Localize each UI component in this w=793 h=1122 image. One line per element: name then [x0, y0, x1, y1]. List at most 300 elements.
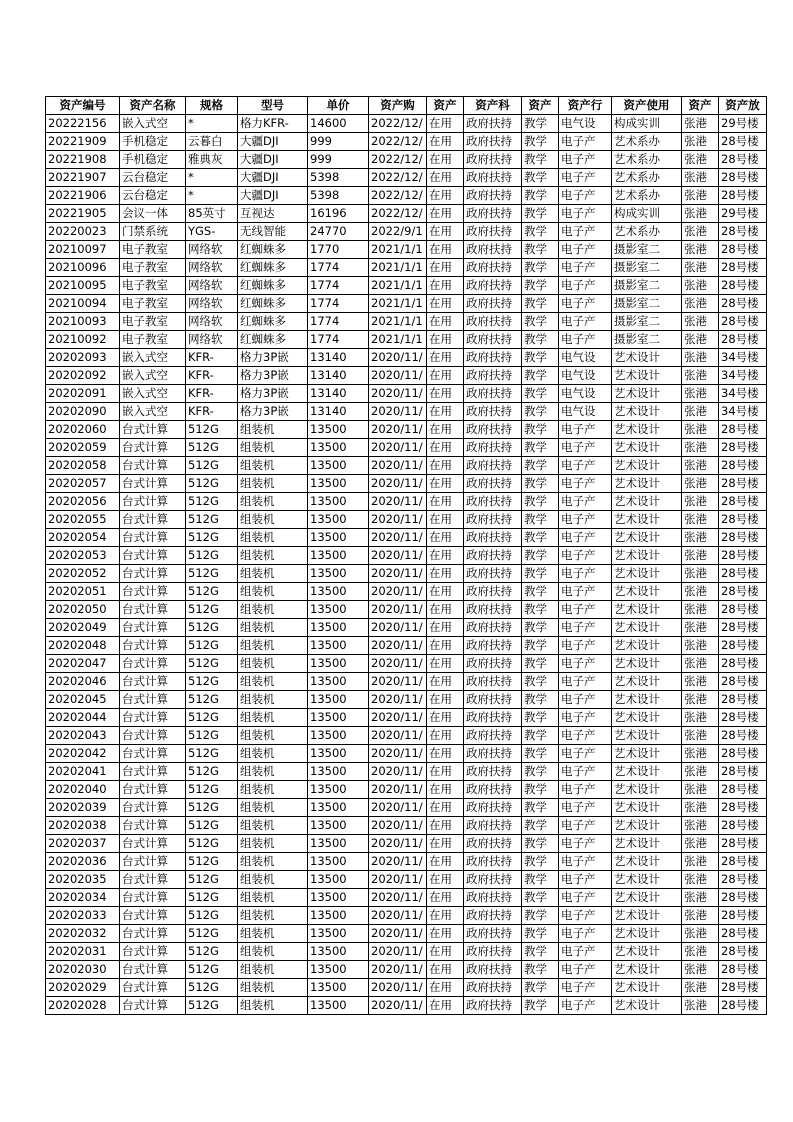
cell-status: 在用	[427, 799, 464, 817]
cell-location: 28号楼	[719, 313, 767, 331]
cell-purchase-date: 2022/12/	[369, 169, 427, 187]
cell-location: 28号楼	[719, 655, 767, 673]
cell-location: 28号楼	[719, 493, 767, 511]
cell-asset-id: 20202053	[46, 547, 120, 565]
cell-status: 在用	[427, 367, 464, 385]
cell-user-dept: 艺术设计	[612, 673, 682, 691]
cell-unit-price: 13500	[308, 817, 369, 835]
cell-spec: *	[186, 187, 238, 205]
cell-funding-source: 政府扶持	[464, 385, 522, 403]
cell-user-dept: 艺术设计	[612, 403, 682, 421]
asset-table-container	[45, 96, 767, 1015]
cell-usage: 教学	[522, 151, 559, 169]
cell-spec: 网络软	[186, 331, 238, 349]
table-row	[46, 511, 767, 529]
cell-unit-price: 1774	[308, 277, 369, 295]
cell-purchase-date: 2022/12/	[369, 151, 427, 169]
cell-location: 28号楼	[719, 529, 767, 547]
cell-model: 组装机	[238, 889, 308, 907]
cell-unit-price: 13500	[308, 997, 369, 1015]
cell-funding-source: 政府扶持	[464, 457, 522, 475]
cell-funding-source: 政府扶持	[464, 943, 522, 961]
header-user-dept: 资产使用	[612, 97, 682, 115]
cell-user-dept: 艺术设计	[612, 907, 682, 925]
cell-purchase-date: 2022/12/	[369, 115, 427, 133]
cell-funding-source: 政府扶持	[464, 439, 522, 457]
cell-funding-source: 政府扶持	[464, 223, 522, 241]
cell-unit-price: 13500	[308, 655, 369, 673]
cell-asset-id: 20222156	[46, 115, 120, 133]
cell-campus: 张港	[682, 853, 719, 871]
cell-usage: 教学	[522, 385, 559, 403]
cell-asset-name: 台式计算	[120, 925, 186, 943]
cell-purchase-date: 2020/11/	[369, 385, 427, 403]
cell-purchase-date: 2020/11/	[369, 799, 427, 817]
cell-user-dept: 艺术设计	[612, 871, 682, 889]
cell-asset-id: 20202050	[46, 601, 120, 619]
cell-unit-price: 13500	[308, 745, 369, 763]
cell-purchase-date: 2020/11/	[369, 529, 427, 547]
cell-user-dept: 艺术设计	[612, 943, 682, 961]
cell-model: 红蜘蛛多	[238, 331, 308, 349]
cell-spec: KFR-	[186, 385, 238, 403]
cell-funding-source: 政府扶持	[464, 331, 522, 349]
cell-unit-price: 16196	[308, 205, 369, 223]
cell-asset-name: 台式计算	[120, 493, 186, 511]
cell-funding-source: 政府扶持	[464, 493, 522, 511]
cell-purchase-date: 2020/11/	[369, 439, 427, 457]
cell-status: 在用	[427, 313, 464, 331]
table-row	[46, 745, 767, 763]
cell-campus: 张港	[682, 277, 719, 295]
cell-asset-id: 20210097	[46, 241, 120, 259]
cell-model: 组装机	[238, 745, 308, 763]
cell-asset-name: 台式计算	[120, 763, 186, 781]
cell-usage: 教学	[522, 511, 559, 529]
cell-campus: 张港	[682, 493, 719, 511]
cell-asset-id: 20202037	[46, 835, 120, 853]
table-row	[46, 439, 767, 457]
cell-model: 大疆DJI	[238, 169, 308, 187]
cell-unit-price: 13500	[308, 943, 369, 961]
cell-model: 互视达	[238, 205, 308, 223]
cell-category: 电子产	[559, 151, 612, 169]
cell-status: 在用	[427, 133, 464, 151]
cell-campus: 张港	[682, 205, 719, 223]
cell-usage: 教学	[522, 979, 559, 997]
cell-model: 组装机	[238, 457, 308, 475]
cell-funding-source: 政府扶持	[464, 367, 522, 385]
cell-model: 组装机	[238, 727, 308, 745]
cell-location: 28号楼	[719, 907, 767, 925]
table-row	[46, 475, 767, 493]
cell-status: 在用	[427, 475, 464, 493]
cell-model: 组装机	[238, 907, 308, 925]
cell-funding-source: 政府扶持	[464, 925, 522, 943]
cell-user-dept: 艺术设计	[612, 637, 682, 655]
cell-location: 28号楼	[719, 511, 767, 529]
cell-user-dept: 艺术设计	[612, 727, 682, 745]
cell-unit-price: 13500	[308, 961, 369, 979]
table-row	[46, 583, 767, 601]
cell-asset-name: 台式计算	[120, 583, 186, 601]
cell-asset-id: 20202049	[46, 619, 120, 637]
cell-spec: 512G	[186, 457, 238, 475]
cell-status: 在用	[427, 547, 464, 565]
cell-campus: 张港	[682, 133, 719, 151]
cell-status: 在用	[427, 169, 464, 187]
table-row	[46, 457, 767, 475]
cell-location: 28号楼	[719, 241, 767, 259]
cell-usage: 教学	[522, 601, 559, 619]
cell-purchase-date: 2020/11/	[369, 979, 427, 997]
cell-location: 28号楼	[719, 691, 767, 709]
cell-spec: 512G	[186, 421, 238, 439]
header-asset-id: 资产编号	[46, 97, 120, 115]
cell-unit-price: 13500	[308, 925, 369, 943]
cell-model: 组装机	[238, 799, 308, 817]
cell-asset-id: 20202032	[46, 925, 120, 943]
cell-unit-price: 999	[308, 133, 369, 151]
cell-asset-name: 台式计算	[120, 745, 186, 763]
cell-purchase-date: 2020/11/	[369, 673, 427, 691]
cell-status: 在用	[427, 583, 464, 601]
cell-campus: 张港	[682, 637, 719, 655]
cell-spec: KFR-	[186, 403, 238, 421]
cell-unit-price: 13500	[308, 691, 369, 709]
cell-asset-id: 20202035	[46, 871, 120, 889]
cell-user-dept: 摄影室二	[612, 313, 682, 331]
cell-category: 电气设	[559, 367, 612, 385]
header-category: 资产行	[559, 97, 612, 115]
cell-campus: 张港	[682, 223, 719, 241]
cell-asset-id: 20221905	[46, 205, 120, 223]
cell-purchase-date: 2022/9/1	[369, 223, 427, 241]
cell-asset-name: 台式计算	[120, 961, 186, 979]
cell-location: 28号楼	[719, 439, 767, 457]
cell-category: 电气设	[559, 385, 612, 403]
cell-funding-source: 政府扶持	[464, 907, 522, 925]
cell-status: 在用	[427, 637, 464, 655]
cell-asset-id: 20202033	[46, 907, 120, 925]
table-row	[46, 763, 767, 781]
cell-unit-price: 13500	[308, 529, 369, 547]
cell-usage: 教学	[522, 709, 559, 727]
cell-usage: 教学	[522, 457, 559, 475]
cell-asset-name: 台式计算	[120, 727, 186, 745]
cell-model: 组装机	[238, 709, 308, 727]
cell-unit-price: 13500	[308, 763, 369, 781]
table-row	[46, 637, 767, 655]
cell-asset-id: 20202046	[46, 673, 120, 691]
cell-location: 34号楼	[719, 367, 767, 385]
cell-campus: 张港	[682, 835, 719, 853]
cell-status: 在用	[427, 871, 464, 889]
cell-category: 电子产	[559, 745, 612, 763]
cell-category: 电子产	[559, 511, 612, 529]
table-row	[46, 547, 767, 565]
cell-spec: 网络软	[186, 259, 238, 277]
cell-usage: 教学	[522, 133, 559, 151]
cell-model: 组装机	[238, 547, 308, 565]
cell-category: 电气设	[559, 349, 612, 367]
cell-spec: KFR-	[186, 349, 238, 367]
cell-usage: 教学	[522, 835, 559, 853]
cell-unit-price: 13500	[308, 673, 369, 691]
cell-location: 28号楼	[719, 601, 767, 619]
cell-category: 电子产	[559, 925, 612, 943]
table-row	[46, 799, 767, 817]
cell-location: 28号楼	[719, 565, 767, 583]
table-row	[46, 241, 767, 259]
cell-asset-name: 台式计算	[120, 655, 186, 673]
table-row	[46, 997, 767, 1015]
cell-asset-name: 台式计算	[120, 709, 186, 727]
cell-funding-source: 政府扶持	[464, 781, 522, 799]
cell-category: 电子产	[559, 673, 612, 691]
cell-usage: 教学	[522, 295, 559, 313]
cell-spec: 512G	[186, 439, 238, 457]
cell-asset-name: 电子教室	[120, 331, 186, 349]
cell-location: 28号楼	[719, 223, 767, 241]
cell-user-dept: 艺术系办	[612, 187, 682, 205]
cell-status: 在用	[427, 979, 464, 997]
cell-user-dept: 艺术设计	[612, 565, 682, 583]
cell-status: 在用	[427, 493, 464, 511]
cell-campus: 张港	[682, 367, 719, 385]
cell-category: 电子产	[559, 853, 612, 871]
cell-asset-name: 云台稳定	[120, 169, 186, 187]
cell-asset-name: 嵌入式空	[120, 349, 186, 367]
cell-location: 28号楼	[719, 187, 767, 205]
cell-asset-name: 台式计算	[120, 673, 186, 691]
table-row	[46, 493, 767, 511]
cell-location: 28号楼	[719, 169, 767, 187]
cell-user-dept: 艺术设计	[612, 925, 682, 943]
cell-model: 格力3P嵌	[238, 367, 308, 385]
header-campus: 资产	[682, 97, 719, 115]
cell-asset-name: 台式计算	[120, 691, 186, 709]
cell-category: 电子产	[559, 295, 612, 313]
cell-asset-name: 嵌入式空	[120, 385, 186, 403]
cell-status: 在用	[427, 619, 464, 637]
table-row	[46, 421, 767, 439]
cell-spec: 网络软	[186, 295, 238, 313]
cell-funding-source: 政府扶持	[464, 601, 522, 619]
cell-unit-price: 13500	[308, 637, 369, 655]
cell-location: 34号楼	[719, 385, 767, 403]
table-row	[46, 403, 767, 421]
cell-status: 在用	[427, 835, 464, 853]
table-row	[46, 601, 767, 619]
cell-campus: 张港	[682, 457, 719, 475]
cell-user-dept: 摄影室二	[612, 241, 682, 259]
cell-user-dept: 艺术系办	[612, 151, 682, 169]
cell-spec: 512G	[186, 781, 238, 799]
cell-asset-id: 20220023	[46, 223, 120, 241]
cell-spec: 512G	[186, 673, 238, 691]
cell-category: 电子产	[559, 529, 612, 547]
cell-campus: 张港	[682, 799, 719, 817]
cell-funding-source: 政府扶持	[464, 655, 522, 673]
cell-asset-name: 台式计算	[120, 637, 186, 655]
cell-usage: 教学	[522, 727, 559, 745]
cell-asset-name: 台式计算	[120, 529, 186, 547]
cell-status: 在用	[427, 439, 464, 457]
cell-unit-price: 13500	[308, 583, 369, 601]
cell-user-dept: 艺术设计	[612, 475, 682, 493]
cell-model: 红蜘蛛多	[238, 259, 308, 277]
cell-campus: 张港	[682, 313, 719, 331]
cell-category: 电子产	[559, 223, 612, 241]
cell-asset-id: 20202030	[46, 961, 120, 979]
cell-purchase-date: 2020/11/	[369, 817, 427, 835]
cell-category: 电子产	[559, 187, 612, 205]
cell-usage: 教学	[522, 439, 559, 457]
table-row	[46, 619, 767, 637]
table-row	[46, 529, 767, 547]
cell-spec: 512G	[186, 529, 238, 547]
cell-asset-name: 台式计算	[120, 457, 186, 475]
table-row	[46, 943, 767, 961]
cell-usage: 教学	[522, 565, 559, 583]
cell-asset-id: 20202058	[46, 457, 120, 475]
cell-user-dept: 艺术设计	[612, 511, 682, 529]
table-row	[46, 673, 767, 691]
cell-purchase-date: 2020/11/	[369, 457, 427, 475]
cell-spec: 85英寸	[186, 205, 238, 223]
cell-campus: 张港	[682, 259, 719, 277]
cell-usage: 教学	[522, 475, 559, 493]
cell-category: 电子产	[559, 943, 612, 961]
cell-usage: 教学	[522, 943, 559, 961]
cell-location: 28号楼	[719, 763, 767, 781]
cell-spec: 网络软	[186, 313, 238, 331]
cell-user-dept: 艺术设计	[612, 817, 682, 835]
cell-category: 电子产	[559, 133, 612, 151]
cell-status: 在用	[427, 277, 464, 295]
cell-usage: 教学	[522, 529, 559, 547]
cell-unit-price: 13500	[308, 511, 369, 529]
cell-spec: 512G	[186, 817, 238, 835]
cell-asset-name: 电子教室	[120, 259, 186, 277]
cell-category: 电子产	[559, 313, 612, 331]
cell-funding-source: 政府扶持	[464, 673, 522, 691]
cell-unit-price: 5398	[308, 169, 369, 187]
cell-asset-id: 20202057	[46, 475, 120, 493]
cell-status: 在用	[427, 331, 464, 349]
cell-category: 电子产	[559, 655, 612, 673]
table-row	[46, 565, 767, 583]
cell-status: 在用	[427, 763, 464, 781]
cell-unit-price: 13140	[308, 367, 369, 385]
cell-usage: 教学	[522, 817, 559, 835]
cell-status: 在用	[427, 295, 464, 313]
cell-asset-id: 20202043	[46, 727, 120, 745]
cell-model: 无线智能	[238, 223, 308, 241]
cell-category: 电子产	[559, 241, 612, 259]
cell-location: 28号楼	[719, 961, 767, 979]
cell-purchase-date: 2020/11/	[369, 835, 427, 853]
cell-usage: 教学	[522, 493, 559, 511]
cell-location: 28号楼	[719, 421, 767, 439]
cell-campus: 张港	[682, 331, 719, 349]
cell-location: 28号楼	[719, 151, 767, 169]
cell-spec: 512G	[186, 745, 238, 763]
cell-funding-source: 政府扶持	[464, 133, 522, 151]
cell-campus: 张港	[682, 997, 719, 1015]
cell-status: 在用	[427, 655, 464, 673]
cell-model: 组装机	[238, 565, 308, 583]
cell-location: 28号楼	[719, 259, 767, 277]
cell-model: 组装机	[238, 493, 308, 511]
cell-status: 在用	[427, 187, 464, 205]
cell-category: 电子产	[559, 601, 612, 619]
cell-category: 电子产	[559, 889, 612, 907]
cell-asset-name: 台式计算	[120, 565, 186, 583]
cell-user-dept: 艺术设计	[612, 853, 682, 871]
cell-user-dept: 艺术设计	[612, 385, 682, 403]
cell-purchase-date: 2020/11/	[369, 547, 427, 565]
cell-status: 在用	[427, 691, 464, 709]
cell-campus: 张港	[682, 907, 719, 925]
cell-user-dept: 艺术设计	[612, 583, 682, 601]
cell-category: 电子产	[559, 277, 612, 295]
cell-model: 红蜘蛛多	[238, 313, 308, 331]
cell-model: 组装机	[238, 925, 308, 943]
cell-usage: 教学	[522, 421, 559, 439]
cell-asset-id: 20202036	[46, 853, 120, 871]
table-row	[46, 367, 767, 385]
cell-user-dept: 艺术设计	[612, 709, 682, 727]
cell-location: 28号楼	[719, 817, 767, 835]
cell-unit-price: 13500	[308, 475, 369, 493]
cell-status: 在用	[427, 565, 464, 583]
cell-unit-price: 1774	[308, 331, 369, 349]
cell-unit-price: 999	[308, 151, 369, 169]
cell-category: 电子产	[559, 781, 612, 799]
cell-user-dept: 艺术设计	[612, 655, 682, 673]
cell-status: 在用	[427, 745, 464, 763]
cell-purchase-date: 2022/12/	[369, 187, 427, 205]
cell-model: 组装机	[238, 583, 308, 601]
cell-asset-id: 20202051	[46, 583, 120, 601]
cell-unit-price: 13500	[308, 547, 369, 565]
cell-funding-source: 政府扶持	[464, 835, 522, 853]
cell-funding-source: 政府扶持	[464, 529, 522, 547]
cell-asset-id: 20202054	[46, 529, 120, 547]
cell-usage: 教学	[522, 259, 559, 277]
cell-unit-price: 13500	[308, 799, 369, 817]
header-unit-price: 单价	[308, 97, 369, 115]
cell-asset-name: 台式计算	[120, 871, 186, 889]
cell-user-dept: 艺术设计	[612, 781, 682, 799]
cell-location: 28号楼	[719, 619, 767, 637]
cell-asset-id: 20221909	[46, 133, 120, 151]
cell-category: 电子产	[559, 457, 612, 475]
cell-usage: 教学	[522, 277, 559, 295]
cell-category: 电子产	[559, 565, 612, 583]
cell-model: 组装机	[238, 817, 308, 835]
cell-location: 34号楼	[719, 403, 767, 421]
cell-user-dept: 艺术设计	[612, 439, 682, 457]
cell-purchase-date: 2020/11/	[369, 871, 427, 889]
header-status: 资产	[427, 97, 464, 115]
cell-campus: 张港	[682, 925, 719, 943]
cell-asset-id: 20221907	[46, 169, 120, 187]
cell-asset-id: 20210096	[46, 259, 120, 277]
table-row	[46, 853, 767, 871]
